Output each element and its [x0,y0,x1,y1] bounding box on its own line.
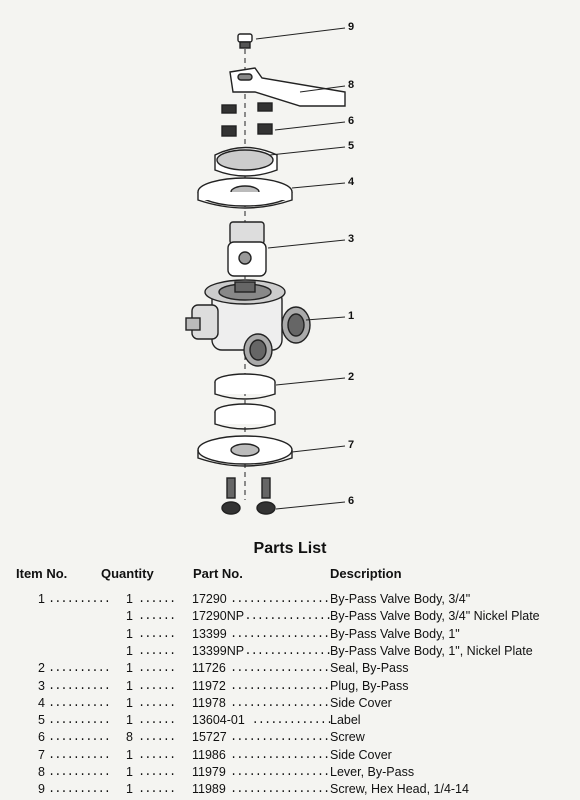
row-dot-leader: ...... [138,592,176,606]
row-quantity: 1 [126,713,133,728]
row-quantity: 1 [126,765,133,779]
row-dot-leader: .............. [244,609,332,624]
row-dot-leader: .......... [48,695,111,710]
row-item-no: 3 [38,678,45,693]
row-dot-leader: .......... [48,713,111,728]
row-item-no: 7 [38,747,45,762]
plug-part [228,222,266,276]
header-item-no: Item No. [16,566,68,581]
row-item-no: 5 [38,713,45,728]
row-dot-leader: ...... [138,643,176,658]
row-dot-leader: .......... [48,730,111,745]
row-dot-leader: ............. [251,713,333,728]
row-part-no: 17290 [192,592,227,606]
row-quantity: 1 [126,643,133,658]
row-dot-leader: .......... [48,765,111,779]
row-dot-leader: ...... [138,713,176,728]
row-description: By-Pass Valve Body, 3/4" Nickel Plate [330,609,540,624]
row-description: Plug, By-Pass [330,678,409,693]
row-dot-leader: .......... [48,678,111,693]
row-item-no: 4 [38,695,45,710]
row-part-no: 11972 [192,678,226,693]
callout-6-top: 6 [348,115,355,127]
bottom-screws-part [222,478,275,514]
callout-1: 1 [348,310,355,322]
valve-body-part [186,280,310,366]
row-dot-leader: .............. [244,643,332,658]
row-dot-leader: ................ [230,747,330,762]
row-item-no: 2 [38,661,45,676]
row-dot-leader: .......... [48,661,111,676]
row-part-no: 11979 [192,765,226,779]
row-dot-leader: ...... [138,782,176,797]
callout-4: 4 [348,176,355,188]
row-quantity: 1 [126,661,133,676]
row-description: Screw, Hex Head, 1/4-14 [330,782,469,797]
row-dot-leader: ................ [230,782,330,797]
row-dot-leader: ................ [230,661,330,676]
top-screws-part [222,103,272,136]
row-dot-leader: ................ [230,626,330,641]
row-description: By-Pass Valve Body, 3/4" [330,592,471,606]
row-dot-leader: ................ [230,765,330,779]
row-description: Side Cover [330,695,392,710]
row-quantity: 1 [126,609,133,624]
row-item-no: 8 [38,765,45,779]
callout-6-bottom: 6 [348,495,355,507]
row-description: Seal, By-Pass [330,661,409,676]
header-description: Description [330,566,402,581]
row-description: By-Pass Valve Body, 1", Nickel Plate [330,643,533,658]
row-item-no: 6 [38,730,45,745]
row-part-no: 13604-01 [192,713,245,728]
row-quantity: 1 [126,626,133,641]
row-dot-leader: .......... [48,747,111,762]
callout-5: 5 [348,140,355,152]
callout-2: 2 [348,371,355,383]
callout-8: 8 [348,79,355,91]
row-quantity: 1 [126,678,133,693]
row-dot-leader: ...... [138,730,176,745]
row-dot-leader: ...... [138,695,176,710]
row-item-no: 1 [38,592,45,606]
header-part-no: Part No. [193,566,243,581]
row-description: Side Cover [330,747,392,762]
row-part-no: 11978 [192,695,226,710]
row-description: By-Pass Valve Body, 1" [330,626,460,641]
row-part-no: 13399 [192,626,227,641]
row-part-no: 11986 [192,747,226,762]
row-description: Screw [330,730,365,745]
row-dot-leader: ................ [230,678,330,693]
row-description: Label [330,713,361,728]
callout-7: 7 [348,439,355,451]
header-quantity: Quantity [101,566,154,581]
row-quantity: 1 [126,592,133,606]
hex-head-screw-part [238,34,252,48]
row-part-no: 17290NP [192,609,245,624]
row-dot-leader: ................ [230,730,330,745]
callout-3: 3 [348,233,355,245]
row-dot-leader: ...... [138,765,176,779]
callout-9: 9 [348,21,355,33]
row-quantity: 1 [126,782,133,797]
row-dot-leader: ...... [138,609,176,624]
row-quantity: 8 [126,730,133,745]
row-quantity: 1 [126,695,133,710]
row-dot-leader: ...... [138,747,176,762]
row-dot-leader: ...... [138,678,176,693]
row-item-no: 9 [38,782,45,797]
row-part-no: 11989 [192,782,226,797]
row-dot-leader: .......... [48,782,111,797]
row-part-no: 11726 [192,661,226,676]
row-part-no: 13399NP [192,643,245,658]
row-description: Lever, By-Pass [330,765,415,779]
row-dot-leader: ................ [230,695,330,710]
row-dot-leader: ...... [138,661,176,676]
parts-list-title: Parts List [253,540,327,557]
row-dot-leader: .......... [48,592,111,606]
row-dot-leader: ...... [138,626,176,641]
row-part-no: 15727 [192,730,227,745]
row-quantity: 1 [126,747,133,762]
row-dot-leader: ................ [230,592,330,606]
